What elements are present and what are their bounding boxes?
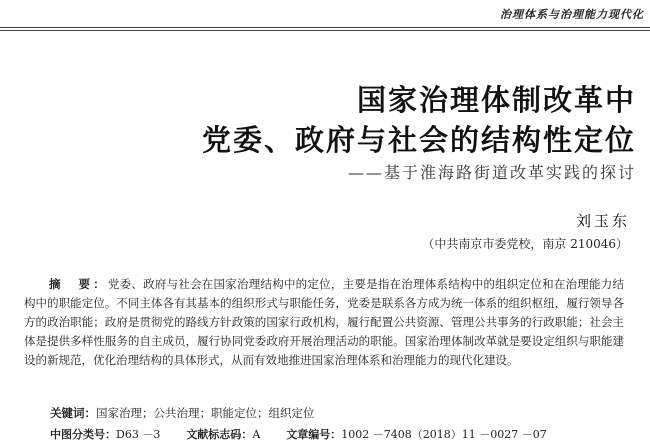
classification-line [50,426,547,442]
keywords-text: 国家治理；公共治理；职能定位；组织定位 [96,406,315,420]
clc-value: D63 －3 [116,428,161,441]
article-number-value: 1002 －7408（2018）11 －0027 －07 [341,428,547,441]
clc-number [50,426,160,442]
article-number-label: 文章编号： [286,428,342,441]
abstract-text: 党委、政府与社会在国家治理结构中的定位，主要是指在治理体系结构中的组织定位和在治理能力结构中的职能定位。不同主体各有其基本的组织形式与职能任务，党委是联系各方成为统一体系的组织枢纽，履行领导各方的政治职能；政府是贯彻党的路线方针政策的国家行政机构，履行配置公共资源、管理公共事务的行政职能；社会主体是提供多样性服务的自主成员，履行协同党委政府开展治理活动的职能。国家治理体制改革就是要设定组织与职能建设的新规范，优化治理结构的具体形式，从而有效地推进国家治理体系和治理能力的现代化建设。 [24,277,624,367]
running-head: 治理体系与治理能力现代化 [500,8,644,21]
abstract-label: 摘 要： [49,277,108,291]
document-code-label: 文献标志码： [186,428,253,441]
affiliation: （中共南京市委党校，南京 210046） [422,237,628,251]
subtitle: ——基于淮海路街道改革实践的探讨 [347,163,636,182]
title-line-1: 国家治理体制改革中 [356,83,636,117]
article-number [286,426,546,442]
header-rule-secondary [0,30,650,31]
document-code-value: A [252,428,261,441]
header-rule [0,27,650,28]
keywords [50,405,315,421]
document-code [186,426,260,442]
title-line-2: 党委、政府与社会的结构性定位 [201,123,636,157]
clc-label: 中图分类号： [50,428,116,441]
author: 刘玉东 [575,212,630,230]
keywords-label: 关键词： [50,406,96,420]
abstract [24,275,624,370]
